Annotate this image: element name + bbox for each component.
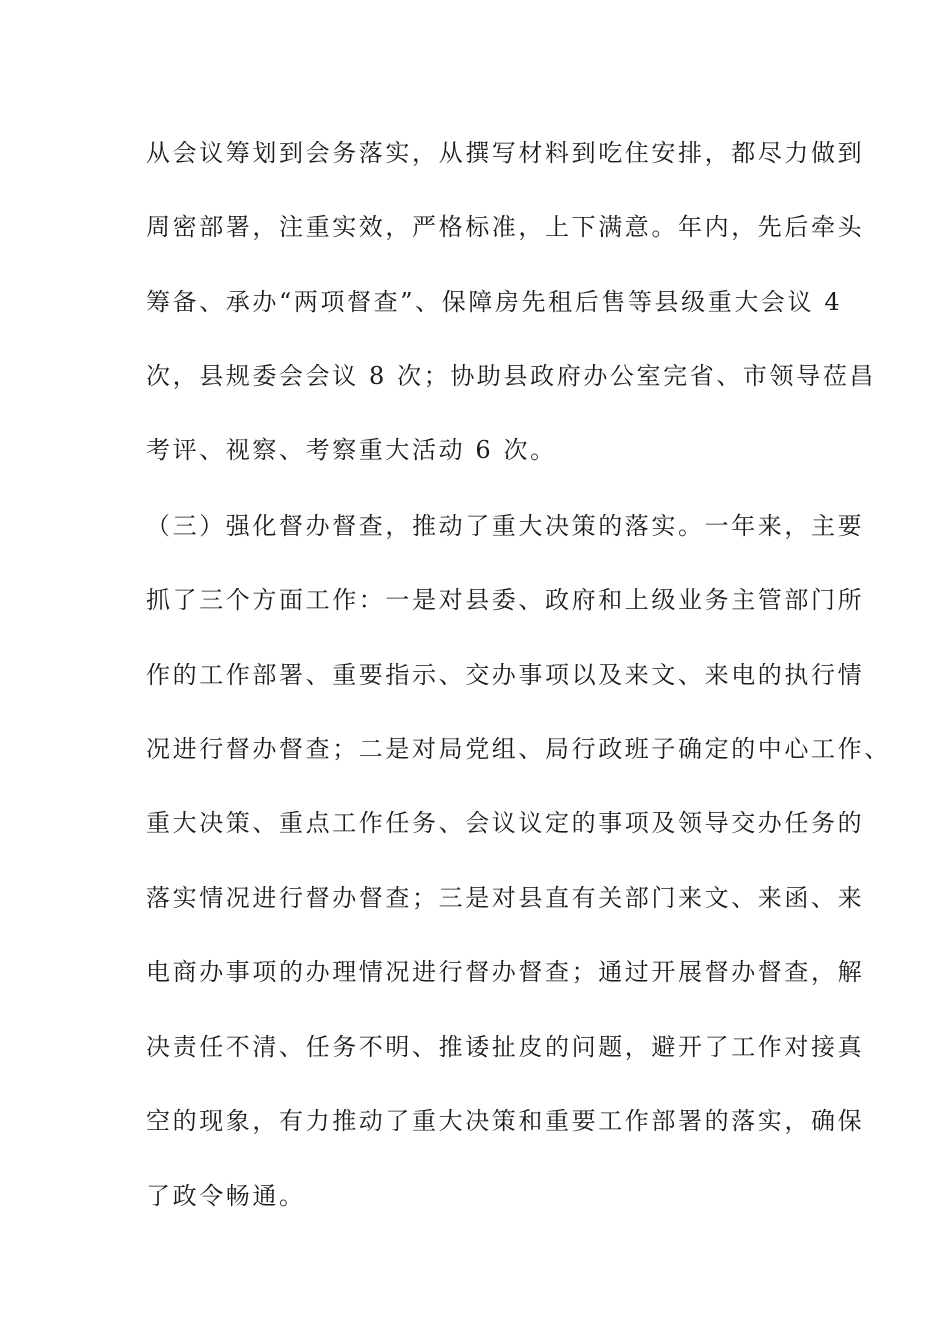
text-line: 了政令畅通。 — [146, 1182, 306, 1210]
text-line: 考评、视察、考察重大活动 6 次。 — [146, 436, 557, 464]
text-line: 次，县规委会会议 8 次；协助县政府办公室完省、市领导莅昌 — [146, 362, 876, 390]
text-line: 空的现象，有力推动了重大决策和重要工作部署的落实，确保 — [146, 1107, 865, 1135]
text-line: 电商办事项的办理情况进行督办督查；通过开展督办督查，解 — [146, 958, 865, 986]
text-line: 抓了三个方面工作：一是对县委、政府和上级业务主管部门所 — [146, 586, 865, 614]
text-line: 周密部署，注重实效，严格标准，上下满意。年内，先后牵头 — [146, 213, 865, 241]
text-line: 落实情况进行督办督查；三是对县直有关部门来文、来函、来 — [146, 884, 865, 912]
text-line: （三）强化督办督查，推动了重大决策的落实。一年来，主要 — [146, 512, 865, 540]
text-line: 况进行督办督查；二是对局党组、局行政班子确定的中心工作、 — [146, 735, 891, 763]
text-line: 作的工作部署、重要指示、交办事项以及来文、来电的执行情 — [146, 661, 865, 689]
text-line: 决责任不清、任务不明、推诿扯皮的问题，避开了工作对接真 — [146, 1033, 865, 1061]
text-line: 筹备、承办“两项督查”、保障房先租后售等县级重大会议 4 — [146, 288, 843, 316]
text-line: 从会议筹划到会务落实，从撰写材料到吃住安排，都尽力做到 — [146, 139, 865, 167]
text-line: 重大决策、重点工作任务、会议议定的事项及领导交办任务的 — [146, 809, 865, 837]
